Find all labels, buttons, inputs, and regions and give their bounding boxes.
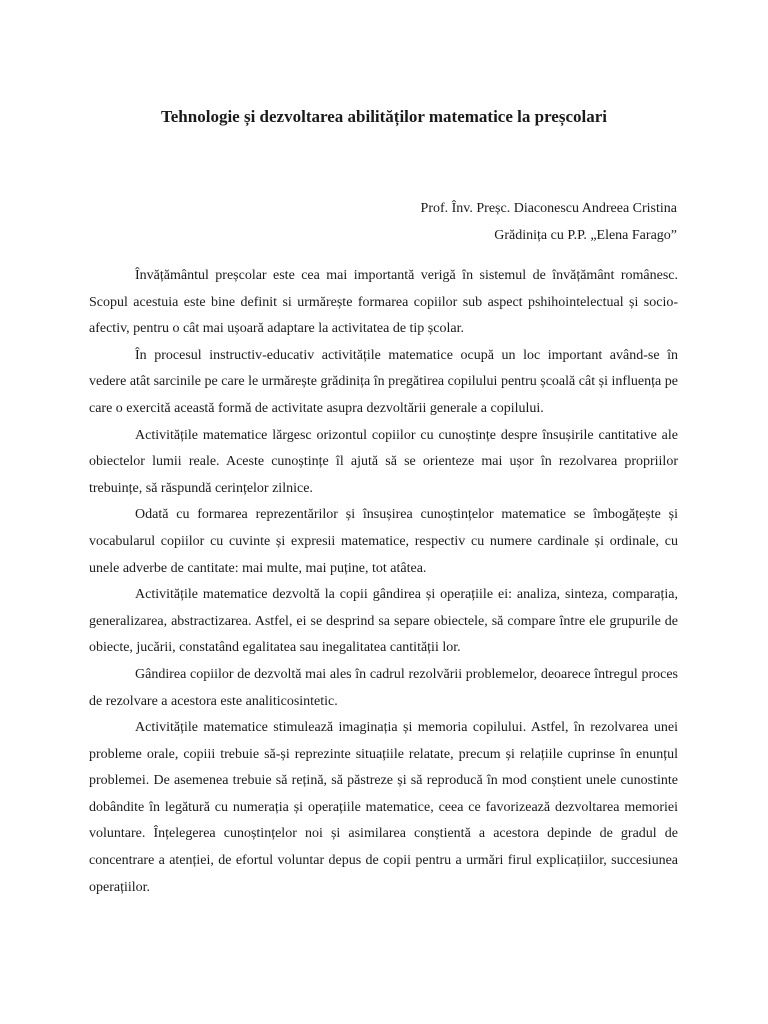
- document-title: Tehnologie și dezvoltarea abilităților matematice la preșcolari: [160, 107, 608, 126]
- paragraph: Odată cu formarea reprezentărilor și însușirea cunoștințelor matematice se îmbogățește și vocabularul copiilor cu cuvinte și expresii matematice, respectiv cu numere cardinale și ordinale, cu unele adverbe de cantitate: mai multe, mai puține, tot atâtea.: [89, 507, 678, 576]
- author-line: Prof. Înv. Preșc. Diaconescu Andreea Cristina: [420, 201, 677, 216]
- paragraph: În procesul instructiv-educativ activitățile matematice ocupă un loc important având-se în vedere atât sarcinile pe care le urmărește grădinița în pregătirea copilului pentru școală cât și influența pe care o exercită această formă de activitate asupra dezvoltării generale a copilului.: [89, 347, 678, 416]
- institution-line: Grădinița cu P.P. „Elena Farago”: [494, 227, 677, 243]
- paragraph: Activitățile matematice stimulează imaginația și memoria copilului. Astfel, în rezolvarea unei probleme orale, copiii trebuie să-și reprezinte situațiile relatate, precum și relațiile cuprinse în enunțul problemei. De asemenea trebuie să rețină, să păstreze și să reproducă în mod conștient unele cunostinte dobândite în legătură cu numerația și operațiile matematice, ceea ce favorizează dezvoltarea memoriei voluntare. Înțelegerea cunoștințelor noi și asimilarea conștientă a acestora depinde de gradul de concentrare a atenției, de efortul voluntar depus de copii pentru a urmări firul explicațiilor, succesiunea operațiilor.: [89, 720, 678, 895]
- byline: [421, 196, 677, 249]
- paragraph: Activitățile matematice lărgesc orizontul copiilor cu cunoștințe despre însușirile cantitative ale obiectelor lumii reale. Aceste cunoștințe îl ajută să se orienteze mai ușor în rezolvarea propriilor trebuințe, să răspundă cerințelor zilnice.: [89, 427, 678, 496]
- paragraph: Gândirea copiilor de dezvoltă mai ales în cadrul rezolvării problemelor, deoarece întregul proces de rezolvare a acestora este analiticosintetic.: [89, 666, 678, 709]
- paragraph: Activitățile matematice dezvoltă la copii gândirea și operațiile ei: analiza, sinteza, comparația, generalizarea, abstractizarea. Astfel, ei se desprind sa separe obiectele, să compare între ele grupurile de obiecte, jucării, constatând egalitatea sau inegalitatea cantității lor.: [89, 587, 678, 656]
- document-body: [89, 263, 678, 901]
- paragraph: Învățământul preșcolar este cea mai importantă verigă în sistemul de învățământ românesc. Scopul acestuia este bine definit si urmărește formarea copiilor sub aspect pshihointelectual și socio-afectiv, pentru o cât mai ușoară adaptare la activitatea de tip școlar.: [89, 268, 678, 337]
